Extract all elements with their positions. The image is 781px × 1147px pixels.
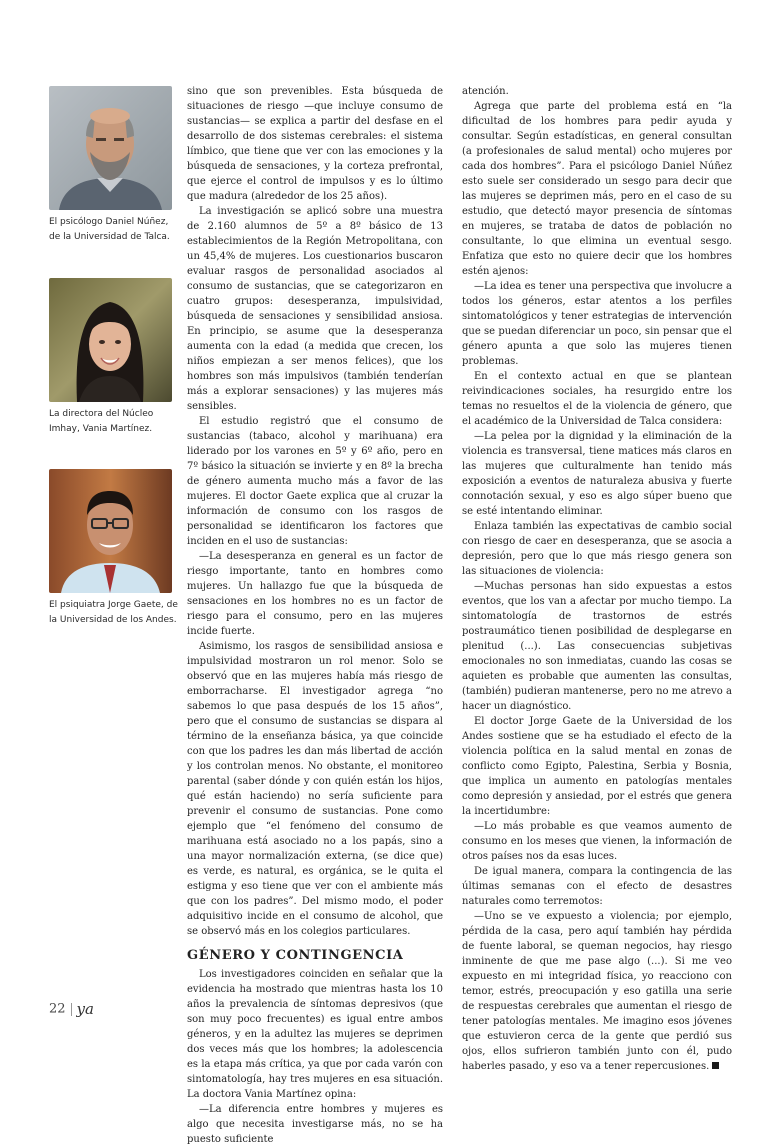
paragraph: La investigación se aplicó sobre una muestra de 2.160 alumnos de 5º a 8º básico de 13 establecimientos de la Región Metropolitana, con un 45,4% de mujeres. Los cuestionarios buscaron evaluar rasgos de personalidad asociados al consumo de sustancias, que se categorizaron en cuatro grupos: desesperanza, impulsividad, búsqueda de sensaciones y sensibilidad ansiosa. En principio, se asume que la desesperanza aumenta con la edad (a medida que crecen, los niños empiezan a ser menos felices), que los hombres son más impulsivos (también tenderían más a explorar sensaciones) y las mujeres más sensibles. (187, 206, 443, 412)
paragraph: sino que son prevenibles. Esta búsqueda de situaciones de riesgo —que incluye consumo de sustancias— se explica a partir del desfase en el desarrollo de dos sistemas cerebrales: el sistema límbico, que tiene que ver con las emociones y la búsqueda de sensaciones, y la corteza prefrontal, que ejerce el control de impulsos y es lo último que madura (alrededor de los 25 años). (187, 86, 443, 202)
paragraph: Asimismo, los rasgos de sensibilidad ansiosa e impulsividad mostraron un rol menor. Solo se observó que en las mujeres había más riesgo de emborracharse. El investigador agrega “no sabemos lo que pasa después de los 15 años”, pero que el consumo de sustancias se dispara al término de la enseñanza básica, ya que coincide con que los padres les dan más libertad de acción y los controlan menos. No obstante, el monitoreo parental (saber dónde y con quién están los hijos, qué están haciendo) no sería suficiente para prevenir el consumo de sustancias. Pone como ejemplo que “el fenómeno del consumo de marihuana está asociado no a los papás, sino a una mayor normalización externa, (se dice que) es verde, es natural, es orgánica, se le quita el estigma y eso tiene que ver con el ambiente más que con los padres”. Del mismo modo, el poder adquisitivo incide en el consumo de alcohol, que se observó más en los colegios particulares. (187, 641, 443, 937)
photo-caption: La directora del Núcleo Imhay, Vania Martínez. (49, 409, 154, 434)
quote-paragraph (462, 909, 732, 1074)
paragraph: El doctor Jorge Gaete de la Universidad de los Andes sostiene que se ha estudiado el efecto de la violencia política en la salud mental en zonas de conflicto como Egipto, Palestina, Serbia y Bosnia, que implica un aumento en patologías mentales como depresión y ansiedad, por el estrés que genera la incertidumbre: (462, 716, 732, 817)
paragraph: El estudio registró que el consumo de sustancias (tabaco, alcohol y marihuana) era liderado por los varones en 5º y 6º año, pero en 7º básico la situación se invierte y en 8º la brecha de género aumenta mucho más a favor de las mujeres. El doctor Gaete explica que al cruzar la información de consumo con los rasgos de personalidad se identificaron los factores que inciden en el uso de sustancias: (187, 416, 443, 547)
portrait-man-glasses-photo (49, 469, 172, 593)
quote-paragraph: —La pelea por la dignidad y la eliminación de la violencia es transversal, tiene matices más claros en las mujeres que culturalmente han tenido más exposición a eventos de naturaleza abusiva y fuerte connotación sexual, y eso es algo súper bueno que se esté intentando eliminar. (462, 431, 732, 517)
paragraph: En el contexto actual en que se plantean reivindicaciones sociales, ha resurgido entre los temas no resueltos el de la violencia de género, que el académico de la Universidad de Talca considera: (462, 371, 732, 427)
quote-paragraph: —La idea es tener una perspectiva que involucre a todos los géneros, estar atentos a los perfiles sintomatológicos y tener estrategias de intervención que se puedan diferenciar un poco, sin pensar que el género apunta a que solo las mujeres tienen problemas. (462, 281, 732, 367)
paragraph: De igual manera, compara la contingencia de las últimas semanas con el efecto de desastres naturales como terremotos: (462, 866, 732, 907)
section-heading: GÉNERO Y CONTINGENCIA (187, 948, 404, 963)
portrait-dark-haired-woman-photo (49, 278, 172, 402)
paragraph: Enlaza también las expectativas de cambio social con riesgo de caer en desesperanza, que se asocia a depresión, pero que lo que más riesgo genera son las situaciones de violencia: (462, 521, 732, 577)
quote-paragraph: —La desesperanza en general es un factor de riesgo importante, tanto en hombres como mujeres. Un hallazgo fue que la búsqueda de sensaciones en los hombres no es un factor de riesgo para el consumo, pero en las mujeres incide fuerte. (187, 551, 443, 637)
magazine-logo: ya (76, 1000, 94, 1018)
page-folio (49, 1000, 94, 1018)
photo-caption: El psiquiatra Jorge Gaete, de la Universidad de los Andes. (49, 600, 178, 625)
end-mark-icon (712, 1062, 719, 1069)
portrait-bald-bearded-man-photo (49, 86, 172, 210)
photo-caption: El psicólogo Daniel Núñez, de la Universidad de Talca. (49, 217, 170, 242)
quote-paragraph: —Muchas personas han sido expuestas a estos eventos, que los van a afectar por mucho tiempo. La sintomatología de trastornos de estrés postraumático tienen posibilidad de desplegarse en plenitud (...). Las consecuencias subjetivas emocionales no son inmediatas, cuando las cosas se aquieten es probable que aumenten las consultas, (también) pudieran mantenerse, pero no me atrevo a hacer un diagnóstico. (462, 581, 732, 712)
quote-paragraph: —La diferencia entre hombres y mujeres es algo que necesita investigarse más, no se ha puesto suficiente (187, 1104, 443, 1145)
article-column-1 (187, 84, 443, 1147)
paragraph: Los investigadores coinciden en señalar que la evidencia ha mostrado que mientras hasta los 10 años la prevalencia de síntomas depresivos (que son muy poco frecuentes) es igual entre ambos géneros, y en la adultez las mujeres se deprimen dos veces más que los hombres; la adolescencia es la etapa más crítica, ya que por cada varón con sintomatología, hay tres mujeres en esa situación. La doctora Vania Martínez opina: (187, 969, 443, 1100)
paragraph: atención. (462, 86, 509, 97)
page-number: 22 (49, 1001, 66, 1017)
quote-paragraph: —Lo más probable es que veamos aumento de consumo en los meses que vienen, la información de otros países nos da esas luces. (462, 821, 732, 862)
paragraph-text: —Uno se ve expuesto a violencia; por ejemplo, pérdida de la casa, pero aquí también hay pérdida de fuente laboral, se queman negocios, hay riesgo inminente de que me pase algo (...). Si me veo expuesto en mi integridad física, yo reacciono con temor, estrés, preocupación y eso gatilla una serie de respuestas cerebrales que aumentan el riesgo de tener patologías mentales. Me imagino esos jóvenes que estuvieron cerca de la gente que perdió sus ojos, ellos sufrieron también junto con él, pudo haberles pasado, y eso va a tener repercusiones. (462, 911, 732, 1072)
folio-divider (71, 1003, 72, 1016)
article-column-2 (462, 84, 732, 1074)
paragraph: Agrega que parte del problema está en “la dificultad de los hombres para pedir ayuda y consultar. Según estadísticas, en general consultan (a profesionales de salud mental) ocho mujeres por cada dos hombres”. Para el psicólogo Daniel Núñez esto suele ser considerado un sesgo para decir que las mujeres se deprimen más, pero en el caso de su estudio, que detectó mayor presencia de síntomas en mujeres, se trataba de datos de población no consultante, lo que elimina un eventual sesgo. Enfatiza que esto no quiere decir que los hombres estén ajenos: (462, 101, 732, 277)
